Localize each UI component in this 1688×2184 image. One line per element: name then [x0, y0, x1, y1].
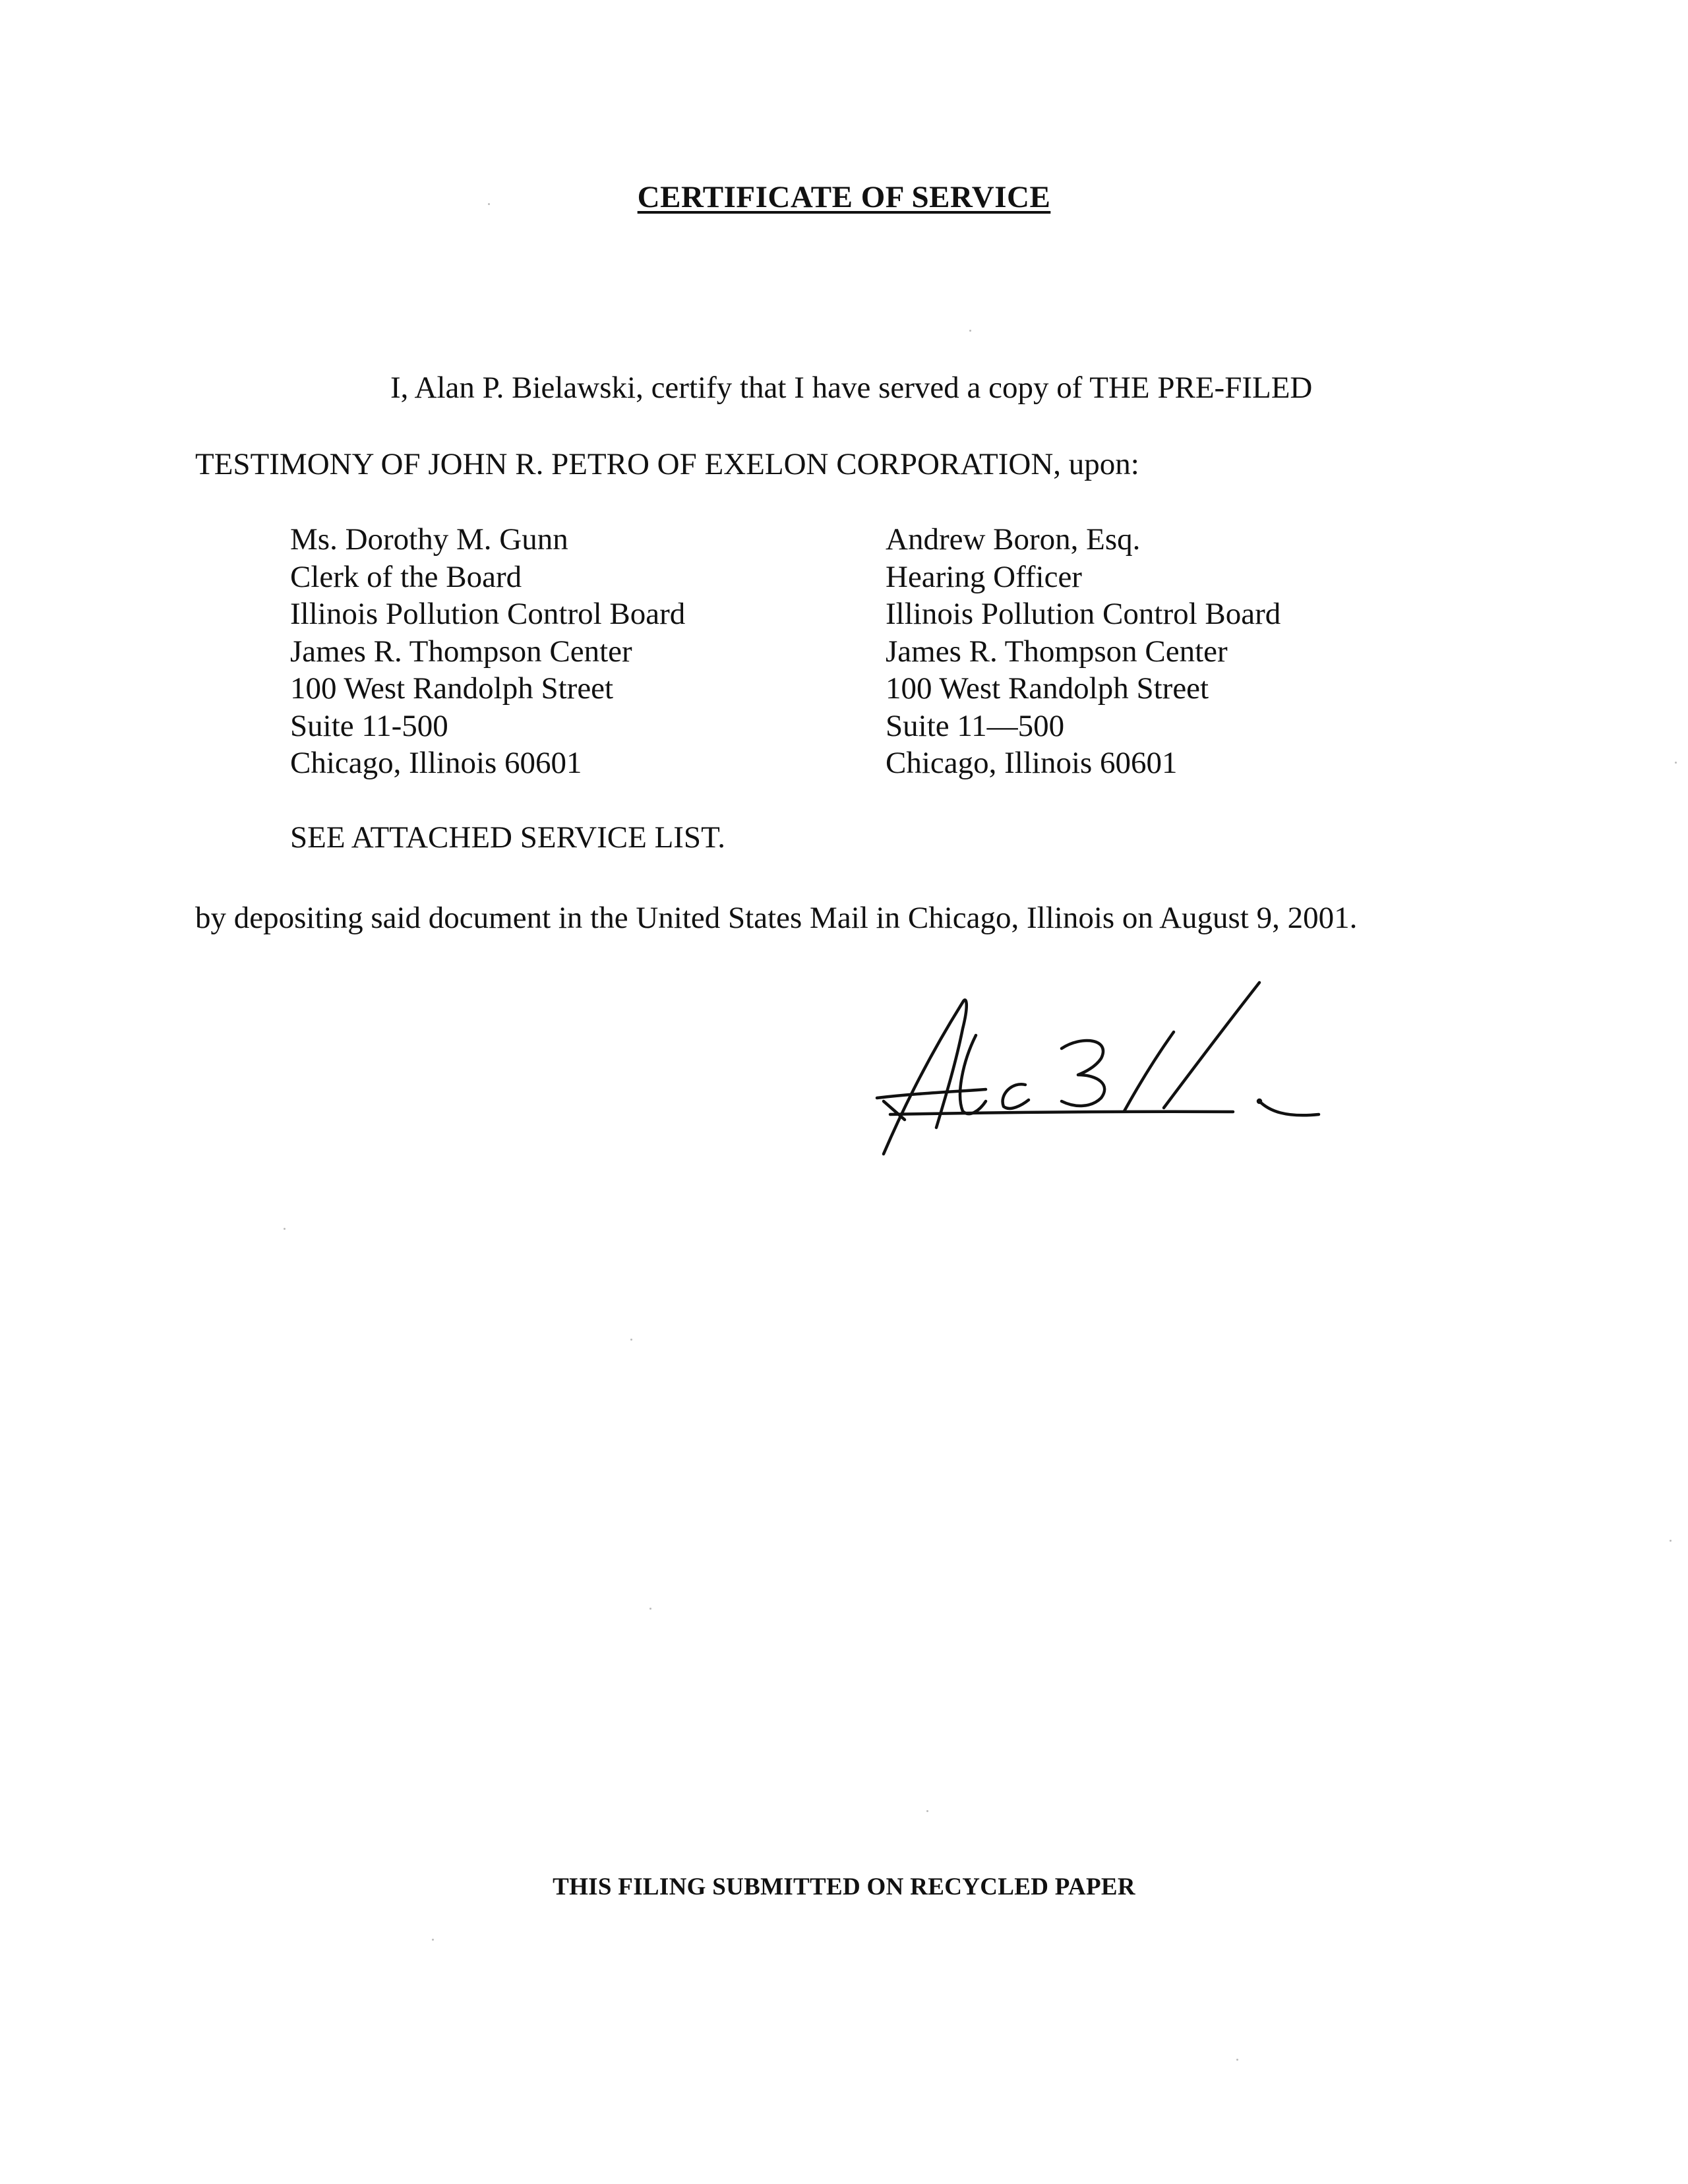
- recipient-address-block-left: [290, 521, 685, 782]
- scan-speck: [432, 1939, 434, 1941]
- recipient-organization: Illinois Pollution Control Board: [290, 597, 686, 631]
- recipient-street: 100 West Randolph Street: [886, 671, 1209, 706]
- scan-speck: [969, 330, 971, 332]
- recipient-name: Ms. Dorothy M. Gunn: [290, 522, 568, 557]
- scan-speck: [926, 1810, 928, 1812]
- recipient-city: Chicago, Illinois 60601: [290, 746, 582, 780]
- recipient-building: James R. Thompson Center: [290, 634, 632, 669]
- document-title: CERTIFICATE OF SERVICE: [637, 180, 1051, 214]
- recipient-title: Hearing Officer: [886, 559, 1082, 594]
- recipient-city: Chicago, Illinois 60601: [886, 746, 1178, 780]
- scan-speck: [630, 1339, 632, 1341]
- scan-speck: [1236, 2059, 1238, 2061]
- scan-speck: [284, 1228, 286, 1230]
- recipient-title: Clerk of the Board: [290, 559, 522, 594]
- recipient-suite: Suite 11—500: [886, 708, 1065, 743]
- recipient-organization: Illinois Pollution Control Board: [886, 597, 1281, 631]
- recipient-building: James R. Thompson Center: [886, 634, 1228, 669]
- scan-speck: [1670, 1540, 1672, 1542]
- certification-line-2: TESTIMONY OF JOHN R. PETRO OF EXELON CORPORATION, upon:: [195, 447, 1139, 481]
- service-list-note: SEE ATTACHED SERVICE LIST.: [290, 820, 726, 855]
- recipient-street: 100 West Randolph Street: [290, 671, 614, 706]
- signature-image: [864, 976, 1339, 1161]
- recipient-name: Andrew Boron, Esq.: [886, 522, 1141, 557]
- scan-speck: [488, 203, 490, 205]
- scan-speck: [1675, 762, 1677, 764]
- recipient-suite: Suite 11-500: [290, 708, 448, 743]
- scan-speck: [649, 1608, 651, 1610]
- recycled-paper-footer: THIS FILING SUBMITTED ON RECYCLED PAPER: [553, 1873, 1135, 1900]
- recipient-address-block-right: [886, 521, 1281, 782]
- deposit-statement: by depositing said document in the United States Mail in Chicago, Illinois on August 9, 2001.: [195, 901, 1358, 935]
- certification-line-1: I, Alan P. Bielawski, certify that I have served a copy of THE PRE-FILED: [390, 371, 1313, 405]
